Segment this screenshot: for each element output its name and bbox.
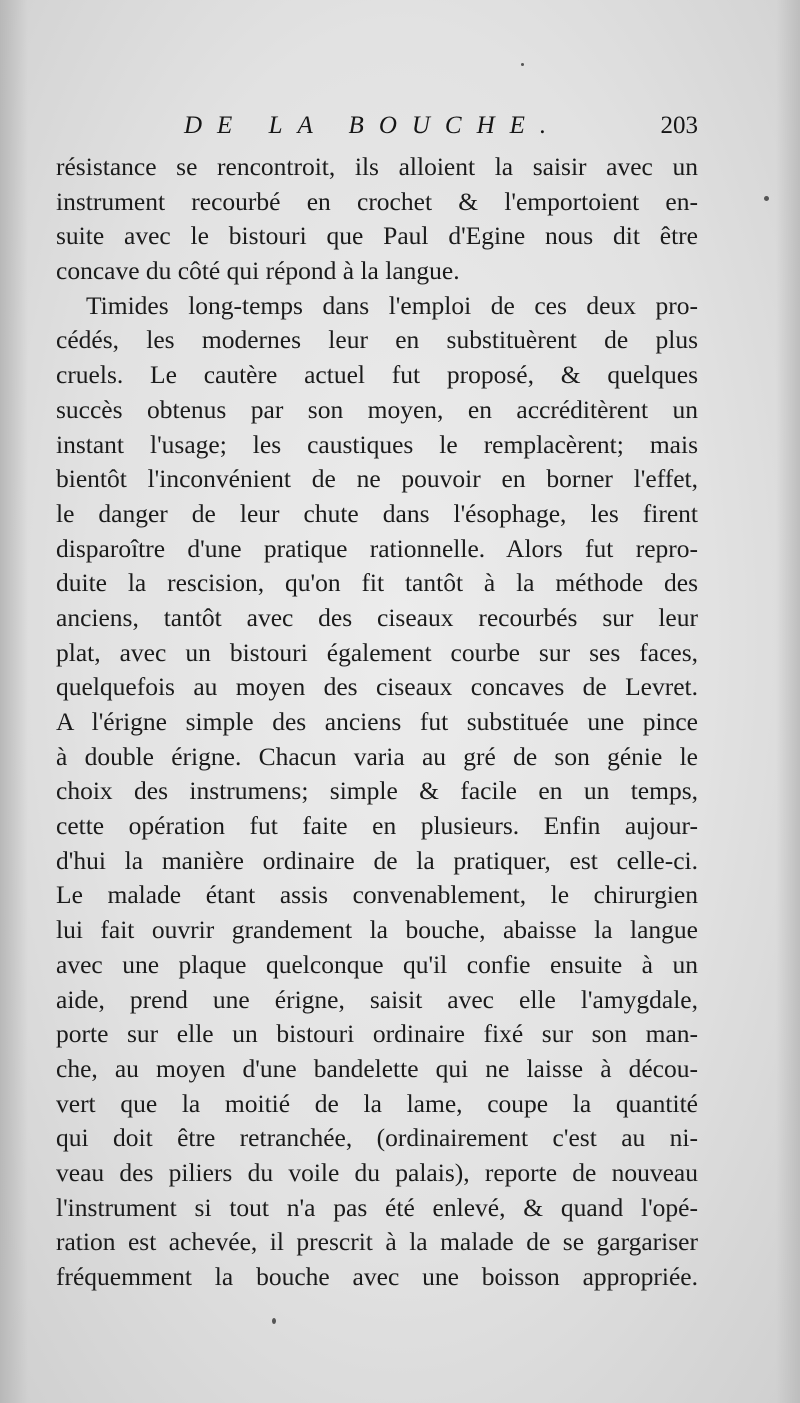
- text-line: avec une plaque quelconque qu'il confie ensuite à un: [56, 949, 698, 979]
- page-edge-shadow-right: [776, 0, 800, 1403]
- text-line: veau des piliers du voile du palais), reporte de nouveau: [56, 1157, 698, 1187]
- ink-speck: [764, 196, 769, 201]
- text-line: fréquemment la bouche avec une boisson appropriée.: [56, 1262, 698, 1291]
- ink-speck: [521, 63, 524, 66]
- text-line: quelquefois au moyen des ciseaux concaves de Levret.: [56, 672, 698, 702]
- body-text: [56, 150, 698, 1295]
- text-line: cédés, les modernes leur en substituèrent de plus: [56, 325, 698, 355]
- text-line: aide, prend une érigne, saisit avec elle l'amygdale,: [56, 984, 698, 1014]
- text-line: choix des instrumens; simple & facile en un temps,: [56, 776, 698, 806]
- text-line: vert que la moitié de la lame, coupe la quantité: [56, 1088, 698, 1118]
- page-edge-shadow-left: [0, 0, 28, 1403]
- text-line: duite la rescision, qu'on fit tantôt à la méthode des: [56, 568, 698, 598]
- ink-speck: [272, 1318, 276, 1324]
- text-line: concave du côté qui répond à la langue.: [56, 256, 460, 286]
- text-line: succès obtenus par son moyen, en accréditèrent un: [56, 394, 698, 424]
- text-line: A l'érigne simple des anciens fut substituée une pince: [56, 707, 698, 736]
- text-line: lui fait ouvrir grandement la bouche, abaisse la langue: [56, 915, 698, 945]
- running-head: [56, 112, 698, 148]
- text-line: porte sur elle un bistouri ordinaire fixé sur son man-: [56, 1019, 698, 1049]
- text-line: résistance se rencontroit, ils alloient la saisir avec un: [56, 152, 698, 181]
- text-line: anciens, tantôt avec des ciseaux recourbés sur leur: [56, 602, 698, 632]
- text-line: cette opération fut faite en plusieurs. Enfin aujour-: [56, 811, 698, 841]
- text-line: à double érigne. Chacun varia au gré de son génie le: [56, 741, 698, 771]
- text-line: che, au moyen d'une bandelette qui ne laisse à décou-: [56, 1053, 698, 1083]
- page-number: 203: [660, 112, 698, 139]
- text-line: cruels. Le cautère actuel fut proposé, & quelques: [56, 360, 698, 390]
- text-line: Timides long-temps dans l'emploi de ces deux pro-: [86, 290, 698, 320]
- text-line: disparoître d'une pratique rationnelle. Alors fut repro-: [56, 533, 698, 563]
- text-line: bientôt l'inconvénient de ne pouvoir en borner l'effet,: [56, 464, 698, 494]
- text-line: instant l'usage; les caustiques le remplacèrent; mais: [56, 429, 698, 459]
- text-line: suite avec le bistouri que Paul d'Egine nous dit être: [56, 221, 698, 251]
- text-line: plat, avec un bistouri également courbe sur ses faces,: [56, 637, 698, 667]
- text-line: instrument recourbé en crochet & l'emportoient en-: [56, 186, 698, 216]
- text-line: Le malade étant assis convenablement, le chirurgien: [56, 880, 698, 910]
- text-line: le danger de leur chute dans l'ésophage, les firent: [56, 498, 698, 528]
- text-line: l'instrument si tout n'a pas été enlevé, & quand l'opé-: [56, 1192, 698, 1222]
- text-line: qui doit être retranchée, (ordinairement c'est au ni-: [56, 1123, 698, 1153]
- text-line: d'hui la manière ordinaire de la pratiquer, est celle-ci.: [56, 845, 698, 875]
- running-title: DE LA BOUCHE.: [184, 112, 562, 139]
- text-line: ration est achevée, il prescrit à la malade de se gargariser: [56, 1227, 698, 1257]
